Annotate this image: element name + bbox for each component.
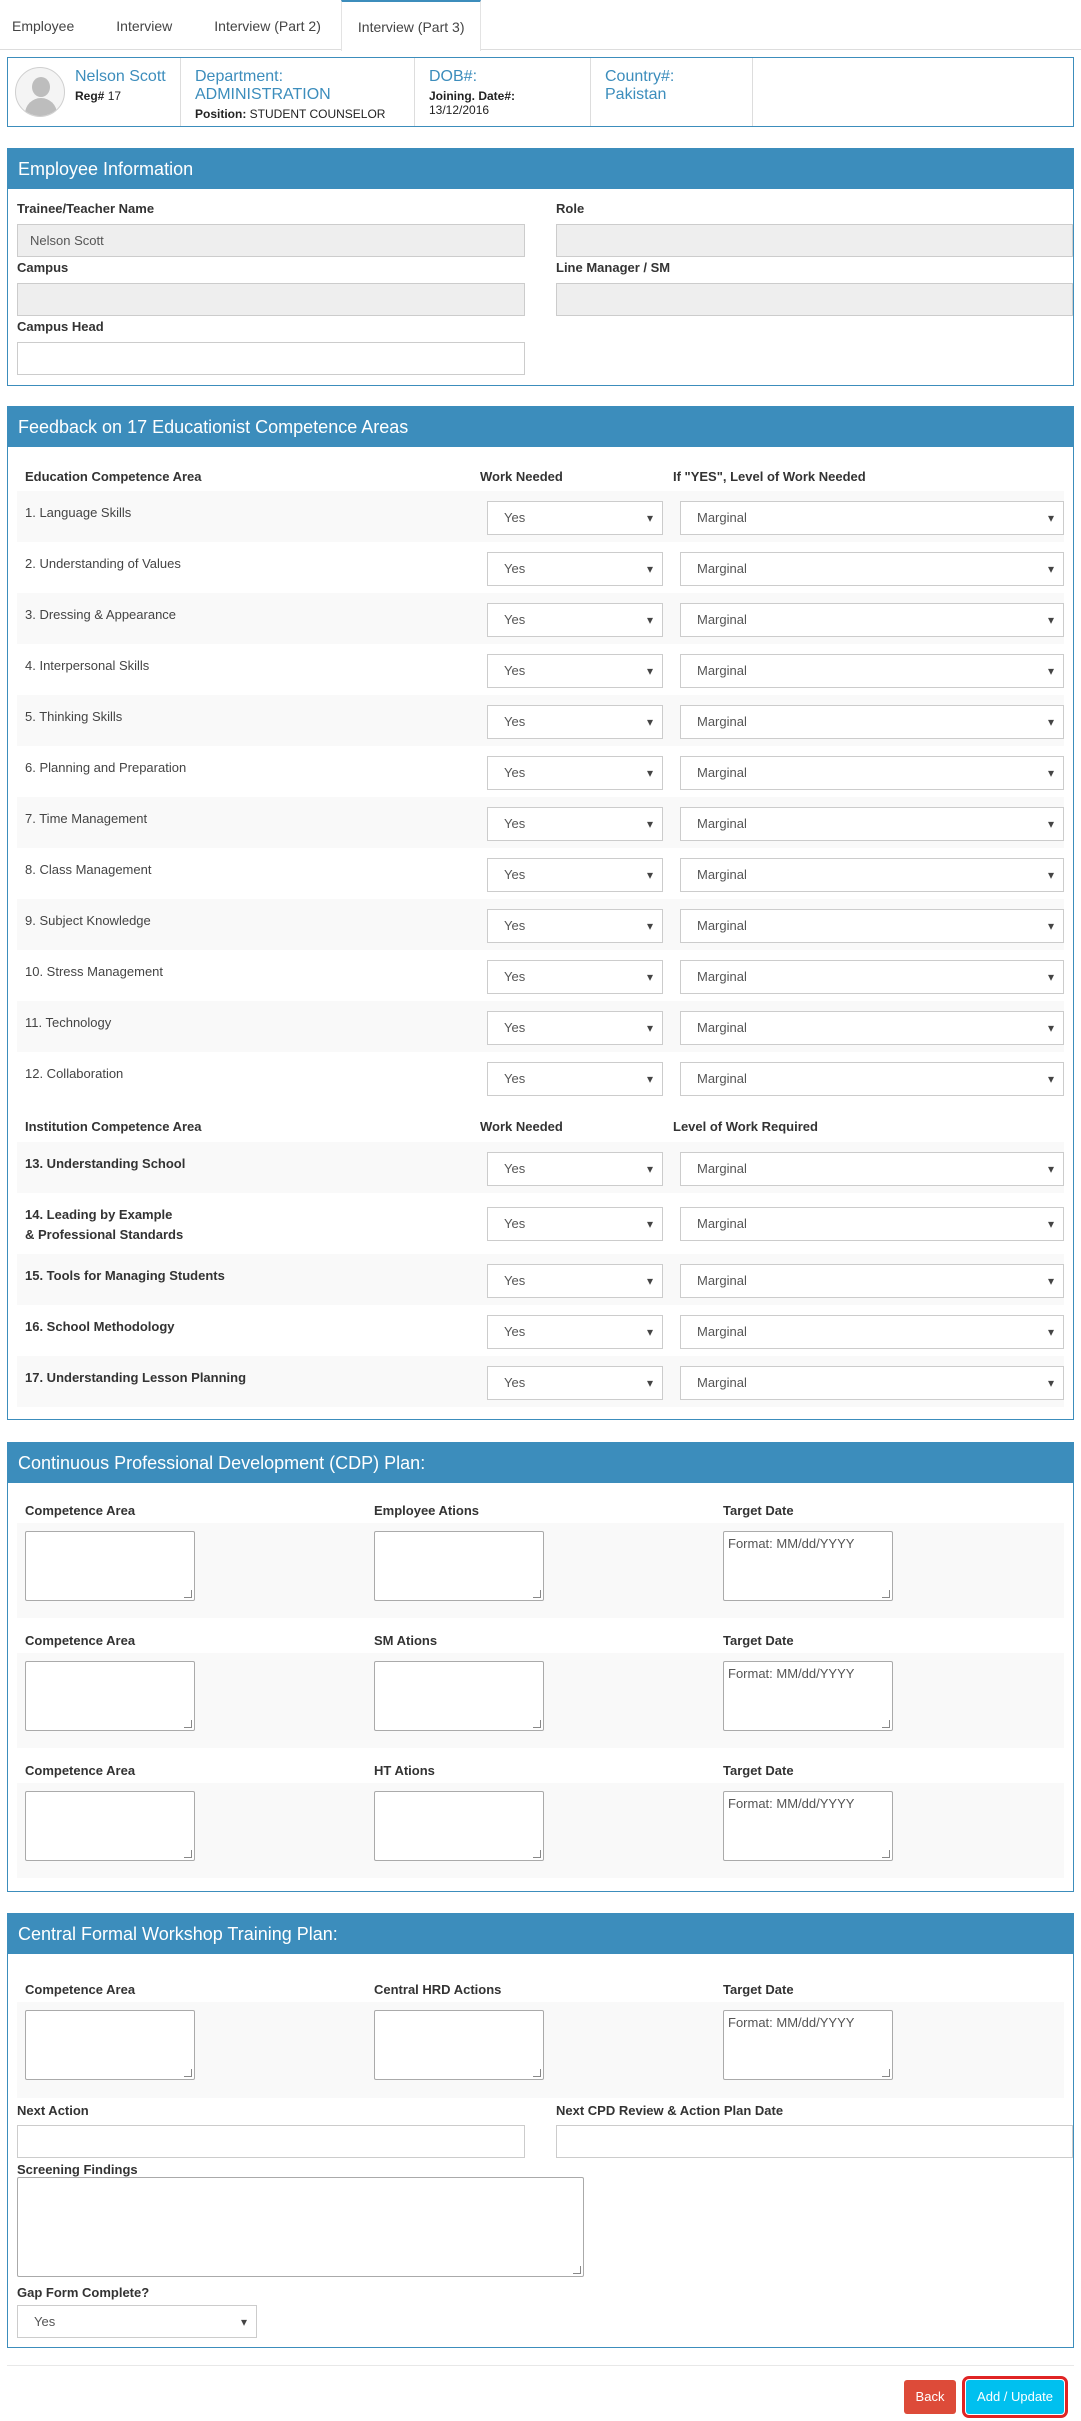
panel-title: Feedback on 17 Educationist Competence Areas [8, 407, 1073, 447]
gap-form-select[interactable]: Yes ▾ [17, 2305, 257, 2338]
role-input[interactable] [556, 224, 1073, 257]
competence-area-text: 15. Tools for Managing Students [25, 1268, 225, 1283]
feedback-competence-panel [7, 406, 1074, 1420]
table-row [17, 491, 1064, 542]
work-needed-select[interactable]: Yes ▾ [487, 1315, 663, 1349]
competence-area-label: Competence Area [25, 1503, 136, 1518]
work-needed-select[interactable]: Yes ▾ [487, 756, 663, 790]
table-row [17, 644, 1064, 695]
level-of-work-select[interactable]: Marginal ▾ [680, 807, 1064, 841]
table-row [17, 1052, 1064, 1103]
cdp-plan-panel [7, 1442, 1074, 1892]
competence-area-label [25, 1154, 185, 1174]
reg-value: 17 [107, 89, 122, 103]
level-of-work-select[interactable]: Marginal ▾ [680, 1152, 1064, 1186]
target-date-textarea[interactable]: Format: MM/dd/YYYY [723, 1661, 893, 1731]
actions-textarea[interactable] [374, 1531, 544, 1601]
work-needed-select[interactable]: Yes ▾ [487, 1366, 663, 1400]
level-of-work-select[interactable]: Marginal ▾ [680, 654, 1064, 688]
work-needed-header: Work Needed [480, 469, 563, 484]
screening-findings-label: Screening Findings [17, 2162, 138, 2177]
table-row [17, 1193, 1064, 1254]
target-date-textarea[interactable]: Format: MM/dd/YYYY [723, 1791, 893, 1861]
level-of-work-header: If "YES", Level of Work Needed [673, 469, 866, 484]
campus-label: Campus [17, 260, 69, 275]
target-date-label: Target Date [723, 1763, 794, 1778]
table-row [17, 1356, 1064, 1407]
tab-interview-part-3[interactable]: Interview (Part 3) [341, 0, 482, 51]
target-date-label: Target Date [723, 1503, 794, 1518]
next-review-input[interactable] [556, 2125, 1073, 2158]
target-date-label: Target Date [723, 1633, 794, 1648]
work-needed-select[interactable]: Yes ▾ [487, 654, 663, 688]
work-needed-select[interactable]: Yes ▾ [487, 1152, 663, 1186]
competence-area-label: 2. Understanding of Values [25, 556, 181, 571]
panel-title: Continuous Professional Development (CDP) Plan: [8, 1443, 1073, 1483]
work-needed-select[interactable]: Yes ▾ [487, 1207, 663, 1241]
position-value: STUDENT COUNSELOR [249, 107, 386, 121]
competence-area-label: Competence Area [25, 1982, 136, 1997]
back-button[interactable]: Back [904, 2380, 956, 2414]
cdp-plan-row [8, 1503, 1073, 1631]
competence-area-label: 7. Time Management [25, 811, 148, 826]
table-row [17, 695, 1064, 746]
work-needed-select[interactable]: Yes ▾ [487, 960, 663, 994]
employee-information-panel [7, 148, 1074, 386]
reg-label: Reg# [75, 89, 105, 103]
competence-area-textarea[interactable] [25, 1661, 195, 1731]
work-needed-select[interactable]: Yes ▾ [487, 807, 663, 841]
country-label: Country#: [605, 68, 675, 85]
cdp-plan-row [8, 1763, 1073, 1891]
department-label: Department: [195, 68, 284, 85]
profile-name: Nelson Scott [75, 68, 166, 85]
competence-area-text-line2: & Professional Standards [25, 1227, 184, 1242]
actions-label: SM Ations [374, 1633, 438, 1648]
competence-area-label [25, 1205, 183, 1245]
competence-area-label: 3. Dressing & Appearance [25, 607, 177, 622]
tab-interview[interactable]: Interview [116, 18, 173, 34]
table-row [17, 1305, 1064, 1356]
level-of-work-select[interactable]: Marginal ▾ [680, 1062, 1064, 1096]
level-of-work-select[interactable]: Marginal ▾ [680, 603, 1064, 637]
tab-interview-part-2[interactable]: Interview (Part 2) [214, 18, 321, 34]
level-of-work-select[interactable]: Marginal ▾ [680, 1264, 1064, 1298]
table-row [17, 1254, 1064, 1305]
workshop-training-panel [7, 1913, 1074, 2348]
competence-area-label: 5. Thinking Skills [25, 709, 123, 724]
table-row [17, 593, 1064, 644]
next-action-input[interactable] [17, 2125, 525, 2158]
competence-area-label: 10. Stress Management [25, 964, 164, 979]
tab-employee[interactable]: Employee [12, 18, 75, 34]
level-of-work-select[interactable]: Marginal ▾ [680, 1315, 1064, 1349]
level-of-work-select[interactable]: Marginal ▾ [680, 858, 1064, 892]
tab-bar [0, 0, 1081, 50]
competence-area-label: 1. Language Skills [25, 505, 132, 520]
level-of-work-select[interactable]: Marginal ▾ [680, 552, 1064, 586]
level-of-work-select[interactable]: Marginal ▾ [680, 1366, 1064, 1400]
education-area-header: Education Competence Area [25, 469, 202, 484]
competence-area-label: 9. Subject Knowledge [25, 913, 151, 928]
table-row [17, 542, 1064, 593]
footer-divider [7, 2365, 1074, 2366]
gap-form-label: Gap Form Complete? [17, 2285, 150, 2300]
position-label: Position: [195, 107, 247, 121]
line-manager-label: Line Manager / SM [556, 260, 671, 275]
actions-label: Employee Ations [374, 1503, 479, 1518]
work-needed-select[interactable]: Yes ▾ [487, 1264, 663, 1298]
competence-area-label: Competence Area [25, 1763, 136, 1778]
competence-area-text: 14. Leading by Example [25, 1207, 173, 1222]
work-needed-select[interactable]: Yes ▾ [487, 1062, 663, 1096]
next-review-label: Next CPD Review & Action Plan Date [556, 2103, 784, 2118]
competence-area-text: 17. Understanding Lesson Planning [25, 1370, 247, 1385]
competence-area-label: 6. Planning and Preparation [25, 760, 187, 775]
level-of-work-select[interactable]: Marginal ▾ [680, 1011, 1064, 1045]
screening-findings-textarea[interactable] [17, 2177, 584, 2277]
competence-area-label: 8. Class Management [25, 862, 152, 877]
central-hrd-textarea[interactable] [374, 2010, 544, 2080]
work-needed-select[interactable]: Yes ▾ [487, 603, 663, 637]
actions-textarea[interactable] [374, 1791, 544, 1861]
campus-head-input[interactable] [17, 342, 525, 375]
target-date-textarea[interactable]: Format: MM/dd/YYYY [723, 2010, 893, 2080]
next-action-label: Next Action [17, 2103, 89, 2118]
work-needed-select[interactable]: Yes ▾ [487, 552, 663, 586]
institution-work-needed-header: Work Needed [480, 1119, 563, 1134]
actions-label: HT Ations [374, 1763, 435, 1778]
competence-area-textarea[interactable] [25, 2010, 195, 2080]
competence-area-label: 11. Technology [25, 1015, 112, 1030]
competence-area-label [25, 1317, 175, 1337]
level-of-work-select[interactable]: Marginal ▾ [680, 960, 1064, 994]
table-row [17, 1142, 1064, 1193]
competence-area-text: 13. Understanding School [25, 1156, 186, 1171]
table-row [17, 797, 1064, 848]
level-of-work-select[interactable]: Marginal ▾ [680, 1207, 1064, 1241]
level-of-work-select[interactable]: Marginal ▾ [680, 909, 1064, 943]
work-needed-select[interactable]: Yes ▾ [487, 501, 663, 535]
work-needed-select[interactable]: Yes ▾ [487, 705, 663, 739]
competence-area-label: Competence Area [25, 1633, 136, 1648]
level-of-work-select[interactable]: Marginal ▾ [680, 501, 1064, 535]
campus-head-label: Campus Head [17, 319, 104, 334]
competence-area-label [25, 1266, 225, 1286]
competence-area-label: 4. Interpersonal Skills [25, 658, 150, 673]
competence-area-label: 12. Collaboration [25, 1066, 124, 1081]
add-update-button[interactable]: Add / Update [966, 2380, 1064, 2414]
joining-value: 13/12/2016 [429, 103, 490, 117]
campus-input[interactable] [17, 283, 525, 316]
panel-title: Employee Information [8, 149, 1073, 189]
central-hrd-label: Central HRD Actions [374, 1982, 502, 1997]
country-value: Pakistan [605, 86, 667, 103]
target-date-label: Target Date [723, 1982, 794, 1997]
cdp-plan-row [8, 1633, 1073, 1761]
competence-area-text: 16. School Methodology [25, 1319, 175, 1334]
competence-area-textarea[interactable] [25, 1791, 195, 1861]
department-value: ADMINISTRATION [195, 86, 331, 103]
table-row [17, 848, 1064, 899]
avatar-icon [15, 67, 65, 117]
trainee-name-label: Trainee/Teacher Name [17, 201, 155, 216]
role-label: Role [556, 201, 585, 216]
actions-textarea[interactable] [374, 1661, 544, 1731]
table-row [17, 1001, 1064, 1052]
level-of-work-select[interactable]: Marginal ▾ [680, 756, 1064, 790]
employee-profile-card [7, 57, 1074, 127]
table-row [17, 950, 1064, 1001]
institution-area-header: Institution Competence Area [25, 1119, 202, 1134]
work-needed-select[interactable]: Yes ▾ [487, 909, 663, 943]
panel-title: Central Formal Workshop Training Plan: [8, 1914, 1073, 1954]
joining-label: Joining. Date#: [429, 89, 516, 103]
trainee-name-input[interactable]: Nelson Scott [17, 224, 525, 257]
institution-level-header: Level of Work Required [673, 1119, 818, 1134]
competence-area-label [25, 1368, 246, 1388]
target-date-textarea[interactable]: Format: MM/dd/YYYY [723, 1531, 893, 1601]
level-of-work-select[interactable]: Marginal ▾ [680, 705, 1064, 739]
work-needed-select[interactable]: Yes ▾ [487, 1011, 663, 1045]
work-needed-select[interactable]: Yes ▾ [487, 858, 663, 892]
table-row [17, 899, 1064, 950]
competence-area-textarea[interactable] [25, 1531, 195, 1601]
dob-label: DOB#: [429, 68, 478, 85]
line-manager-input[interactable] [556, 283, 1073, 316]
table-row [17, 746, 1064, 797]
